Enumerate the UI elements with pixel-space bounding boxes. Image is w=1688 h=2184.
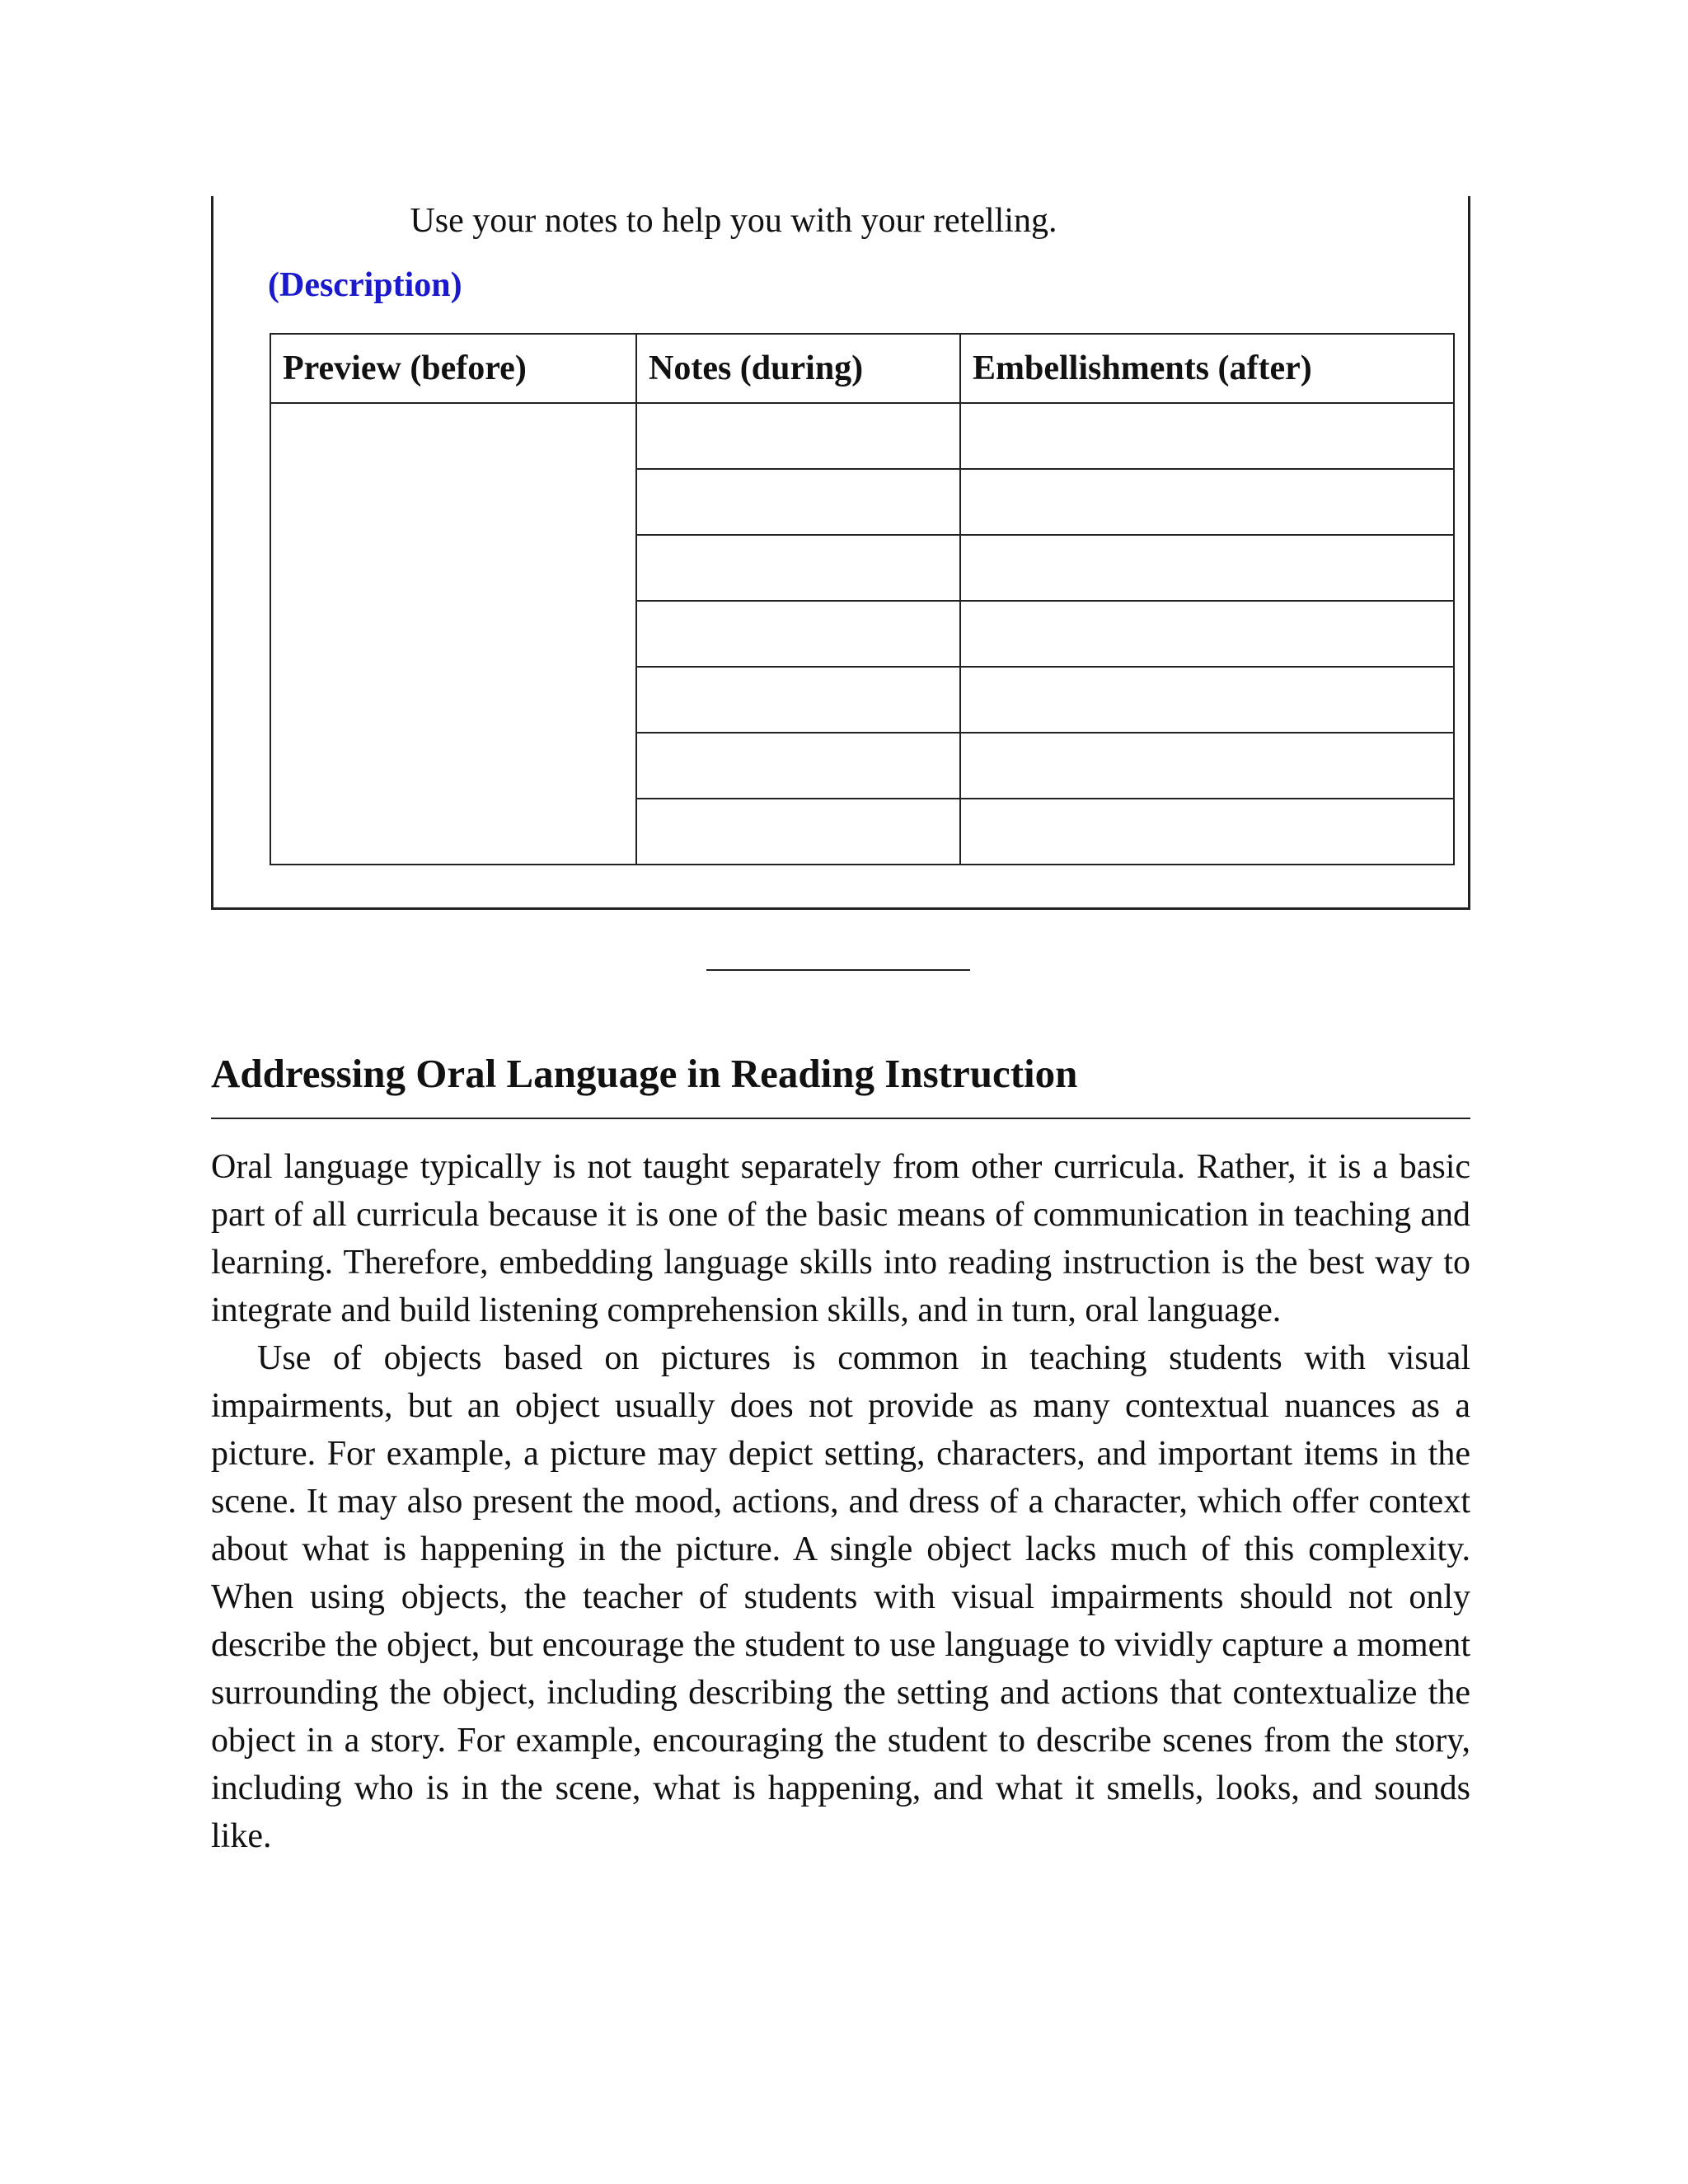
table-row [270,403,1454,469]
body-paragraph-2: Use of objects based on pictures is common in teaching students with visual impairments, but an object usually does not provide as many contextual nuances as a picture. For example, a picture may depict setting, characters, and important items in the scene. It may also present the mood, actions, and dress of a character, which offer context about what is happening in the picture. A single object lacks much of this complexity. When using objects, the teacher of students with visual impairments should not only describe the object, but encourage the student to use language to vividly capture a moment surrounding the object, including describing the setting and actions that contextualize the object in a story. For example, encouraging the student to describe scenes from the story, including who is in the scene, what is happening, and what it smells, looks, and sounds like. [211,1339,1470,1855]
section-separator [706,969,970,971]
embellishments-cell[interactable] [960,799,1454,865]
embellishments-cell[interactable] [960,535,1454,601]
embellishments-cell[interactable] [960,469,1454,535]
notes-cell[interactable] [636,733,960,799]
table-header-row [270,334,1454,403]
notes-cell[interactable] [636,799,960,865]
retelling-notes-table [270,333,1455,865]
notes-cell[interactable] [636,601,960,667]
worksheet-instruction: Use your notes to help you with your retelling. [410,202,1057,240]
section-body [211,1143,1470,1860]
body-paragraph-1: Oral language typically is not taught separately from other curricula. Rather, it is a basic part of all curricula because it is one of the basic means of communication in teaching and learning. Therefore, embedding language skills into reading instruction is the best way to integrate and build listening comprehension skills, and in turn, oral language. [211,1148,1470,1329]
preview-cell[interactable] [270,403,636,865]
header-preview: Preview (before) [270,334,636,403]
notes-cell[interactable] [636,469,960,535]
embellishments-cell[interactable] [960,601,1454,667]
retelling-worksheet-box [211,196,1470,910]
embellishments-cell[interactable] [960,733,1454,799]
header-embellishments: Embellishments (after) [960,334,1454,403]
notes-cell[interactable] [636,403,960,469]
notes-cell[interactable] [636,667,960,733]
description-label: (Description) [268,266,462,304]
header-notes: Notes (during) [636,334,960,403]
embellishments-cell[interactable] [960,403,1454,469]
embellishments-cell[interactable] [960,667,1454,733]
section-title: Addressing Oral Language in Reading Instruction [211,1045,1470,1119]
notes-cell[interactable] [636,535,960,601]
